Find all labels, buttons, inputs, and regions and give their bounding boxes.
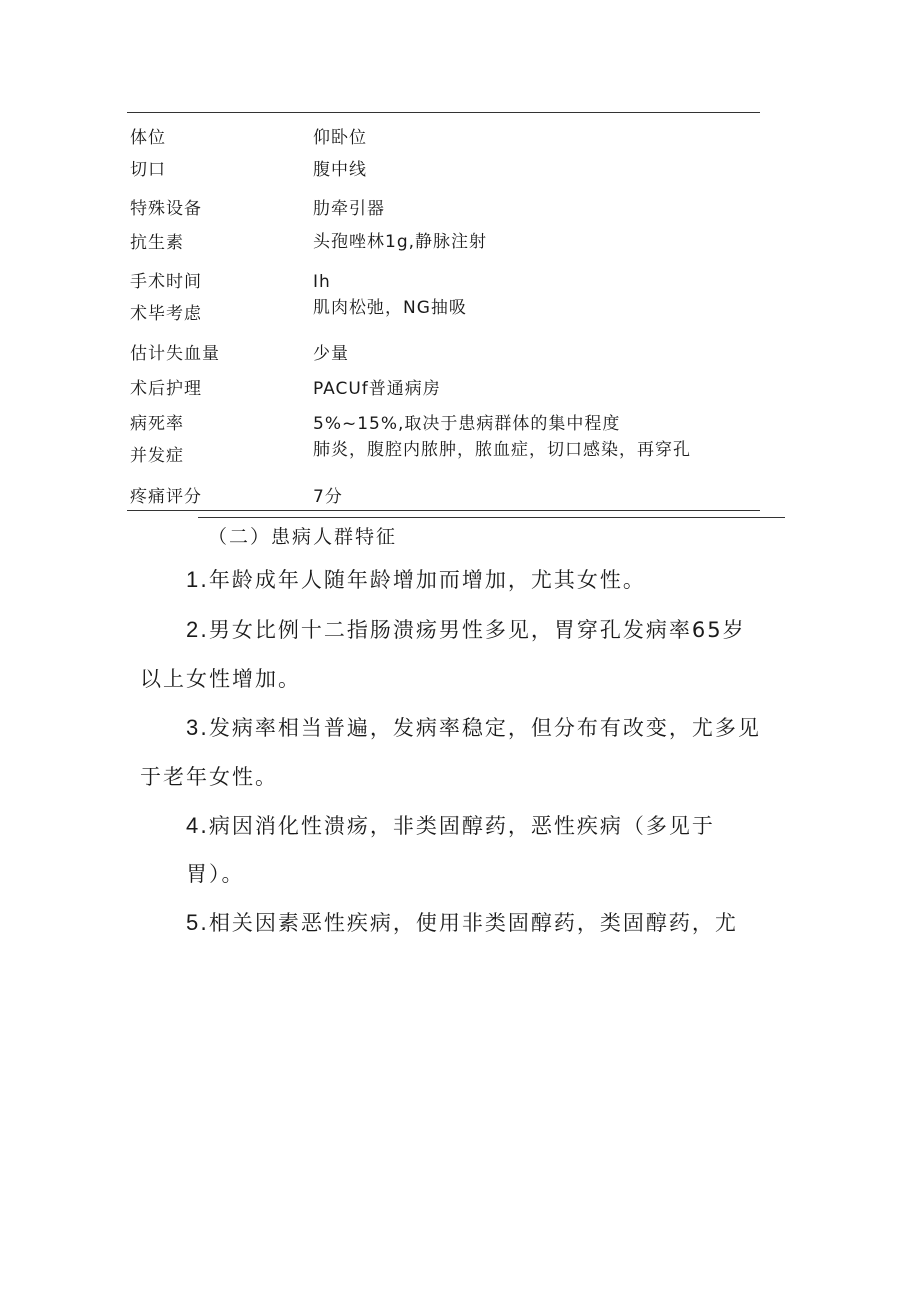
- table-bottom-rule: [127, 510, 760, 511]
- list-item-continuation: 以上女性增加。: [140, 667, 301, 691]
- row-value: 肋牵引器: [313, 199, 385, 219]
- row-label: 手术时间: [130, 272, 202, 292]
- list-item-line: [186, 716, 761, 740]
- row-label: 疼痛评分: [130, 487, 202, 507]
- row-value: 肺炎，腹腔内脓肿，脓血症，切口感染，再穿孔: [313, 440, 691, 460]
- row-value: 腹中线: [313, 160, 367, 180]
- row-value: 仰卧位: [313, 128, 367, 148]
- row-value: 头孢唑林1g,静脉注射: [313, 232, 488, 252]
- row-label: 特殊设备: [130, 199, 202, 219]
- section-divider-rule: [198, 517, 785, 518]
- list-item-number: 5: [186, 910, 201, 935]
- row-value: 肌肉松弛，NG抽吸: [313, 298, 467, 318]
- list-item-line: [186, 911, 738, 935]
- row-value: 5%~15%,取决于患病群体的集中程度: [313, 414, 621, 434]
- list-item-number: 4: [186, 813, 201, 838]
- row-value: PACUf普通病房: [313, 379, 441, 399]
- row-label: 体位: [130, 128, 166, 148]
- list-item-text: .发病率相当普遍，发病率稳定，但分布有改变，尤多见: [200, 716, 761, 740]
- list-item-line: [186, 814, 715, 838]
- row-label: 抗生素: [130, 233, 184, 253]
- row-label: 术毕考虑: [130, 304, 202, 324]
- list-item-continuation: 于老年女性。: [140, 765, 278, 789]
- row-label: 病死率: [130, 414, 184, 434]
- row-value: 7分: [313, 487, 343, 507]
- list-item-text: .相关因素恶性疾病，使用非类固醇药，类固醇药，尤: [200, 911, 738, 935]
- row-label: 并发症: [130, 446, 184, 466]
- list-item-number: 1: [186, 567, 201, 592]
- list-item-text: .年龄成年人随年龄增加而增加，尤其女性。: [200, 568, 646, 592]
- list-item-line: [186, 618, 746, 642]
- section-heading: （二）患病人群特征: [208, 526, 398, 548]
- list-item-continuation: 胃）。: [186, 862, 245, 886]
- list-item-number: 3: [186, 715, 201, 740]
- table-top-rule: [127, 112, 760, 113]
- row-value: Ih: [313, 272, 331, 292]
- row-label: 切口: [130, 160, 166, 180]
- row-value: 少量: [313, 344, 349, 364]
- list-item-number: 2: [186, 617, 201, 642]
- row-label: 术后护理: [130, 379, 202, 399]
- list-item-text: .病因消化性溃疡，非类固醇药，恶性疾病（多见于: [200, 814, 715, 838]
- list-item-line: [186, 568, 646, 592]
- list-item-text: .男女比例十二指肠溃疡男性多见，胃穿孔发病率65岁: [200, 618, 746, 642]
- row-label: 估计失血量: [130, 344, 220, 364]
